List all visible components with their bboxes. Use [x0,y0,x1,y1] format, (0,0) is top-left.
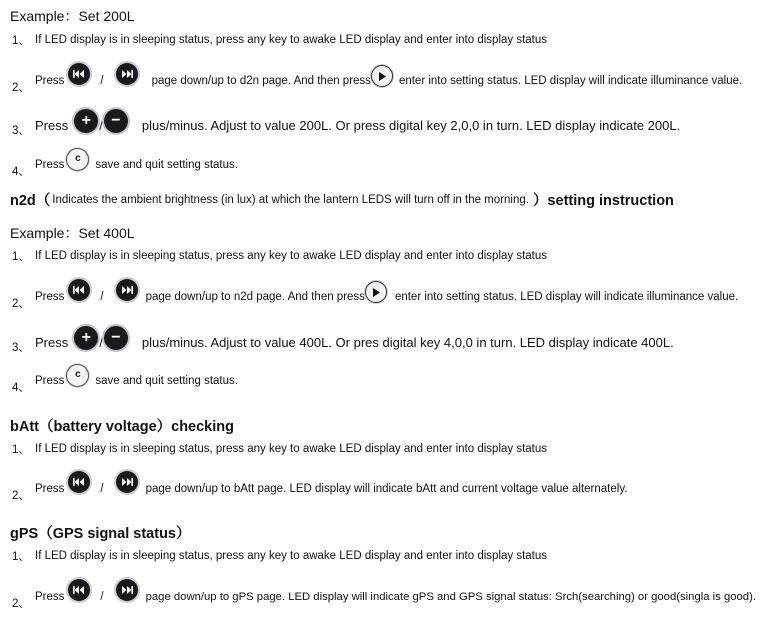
example-title-200l: Example：Set 200L [10,8,135,24]
step-text: save and quit setting status. [95,159,238,171]
slash: / [100,483,104,495]
gps-heading: gPS（GPS signal status） [10,526,191,542]
press-label: Press [35,291,65,303]
slash: / [99,335,103,350]
step-text: enter into setting status. LED display will indicate illuminance value. [398,75,743,87]
heading-code: n2d（ [10,193,51,209]
step-text: plus/minus. Adjust to value 200L. Or press digital key 2,0,0 in turn. LED display indicate 200L. [141,118,681,133]
step-text: page down/up to bAtt page. LED display will indicate bAtt and current voltage value alternately. [145,483,628,495]
press-label: Press [35,335,69,350]
n2d-step-4 [0,366,777,396]
gps-step-2 [0,582,777,618]
step-text: If LED display is in sleeping status, press any key to awake LED display and enter into display status [35,443,548,455]
n2d-heading [10,189,674,210]
step-number: 1、 [12,251,30,263]
step-text: enter into setting status. LED display will indicate illuminance value. [394,291,739,303]
step-text: If LED display is in sleeping status, press any key to awake LED display and enter into display status [35,550,548,562]
press-label: Press [35,483,65,495]
c-key-icon[interactable]: c [66,364,89,387]
minus-icon[interactable]: − [104,109,128,133]
rewind-icon[interactable] [68,579,90,601]
press-label: Press [35,375,65,387]
fast-forward-icon[interactable] [116,579,138,601]
n2d-step-2 [0,282,777,318]
slash: / [100,291,104,303]
plus-icon[interactable]: + [74,326,98,350]
step-number: 1、 [12,551,30,563]
step-text: plus/minus. Adjust to value 400L. Or pres digital key 4,0,0 in turn. LED display indicate 400L. [141,335,674,350]
heading-description: Indicates the ambient brightness (in lux) at which the lantern LEDS will turn off in the morning. [52,193,529,206]
rewind-icon[interactable] [68,279,90,301]
d2n-step-4 [0,150,777,180]
fast-forward-icon[interactable] [116,279,138,301]
step-number: 2、 [12,298,30,310]
slash: / [100,591,104,603]
step-number: 1、 [12,35,30,47]
rewind-icon[interactable] [68,63,90,85]
step-text: page down/up to n2d page. And then press [145,291,365,303]
fast-forward-icon[interactable] [116,63,138,85]
step-number: 2、 [12,82,30,94]
heading-tail: ）setting instruction [532,193,674,209]
rewind-icon[interactable] [68,471,90,493]
press-label: Press [35,75,65,87]
step-text: If LED display is in sleeping status, press any key to awake LED display and enter into display status [35,250,548,262]
n2d-step-3 [0,327,777,361]
press-label: Press [35,159,65,171]
example-title-400l: Example：Set 400L [10,225,135,241]
step-text: save and quit setting status. [95,375,238,387]
step-number: 3、 [12,125,30,137]
step-number: 3、 [12,342,30,354]
play-icon[interactable] [365,281,387,303]
step-text: page down/up to d2n page. And then press [151,75,371,87]
step-number: 2、 [12,490,30,502]
plus-icon[interactable]: + [74,109,98,133]
step-number: 2、 [12,598,30,610]
batt-step-2 [0,474,777,510]
step-text: If LED display is in sleeping status, press any key to awake LED display and enter into display status [35,34,548,46]
step-number: 1、 [12,444,30,456]
batt-heading: bAtt（battery voltage）checking [10,419,234,435]
step-number: 4、 [12,382,30,394]
fast-forward-icon[interactable] [116,471,138,493]
play-icon[interactable] [371,65,393,87]
press-label: Press [35,591,65,603]
c-key-icon[interactable]: c [66,148,89,171]
d2n-step-2 [0,66,777,102]
slash: / [99,118,103,133]
press-label: Press [35,118,69,133]
slash: / [100,75,104,87]
d2n-step-3 [0,110,777,144]
step-text: page down/up to gPS page. LED display will indicate gPS and GPS signal status: Srch(searching) or good(singla is good). [145,591,756,603]
minus-icon[interactable]: − [104,326,128,350]
step-number: 4、 [12,166,30,178]
